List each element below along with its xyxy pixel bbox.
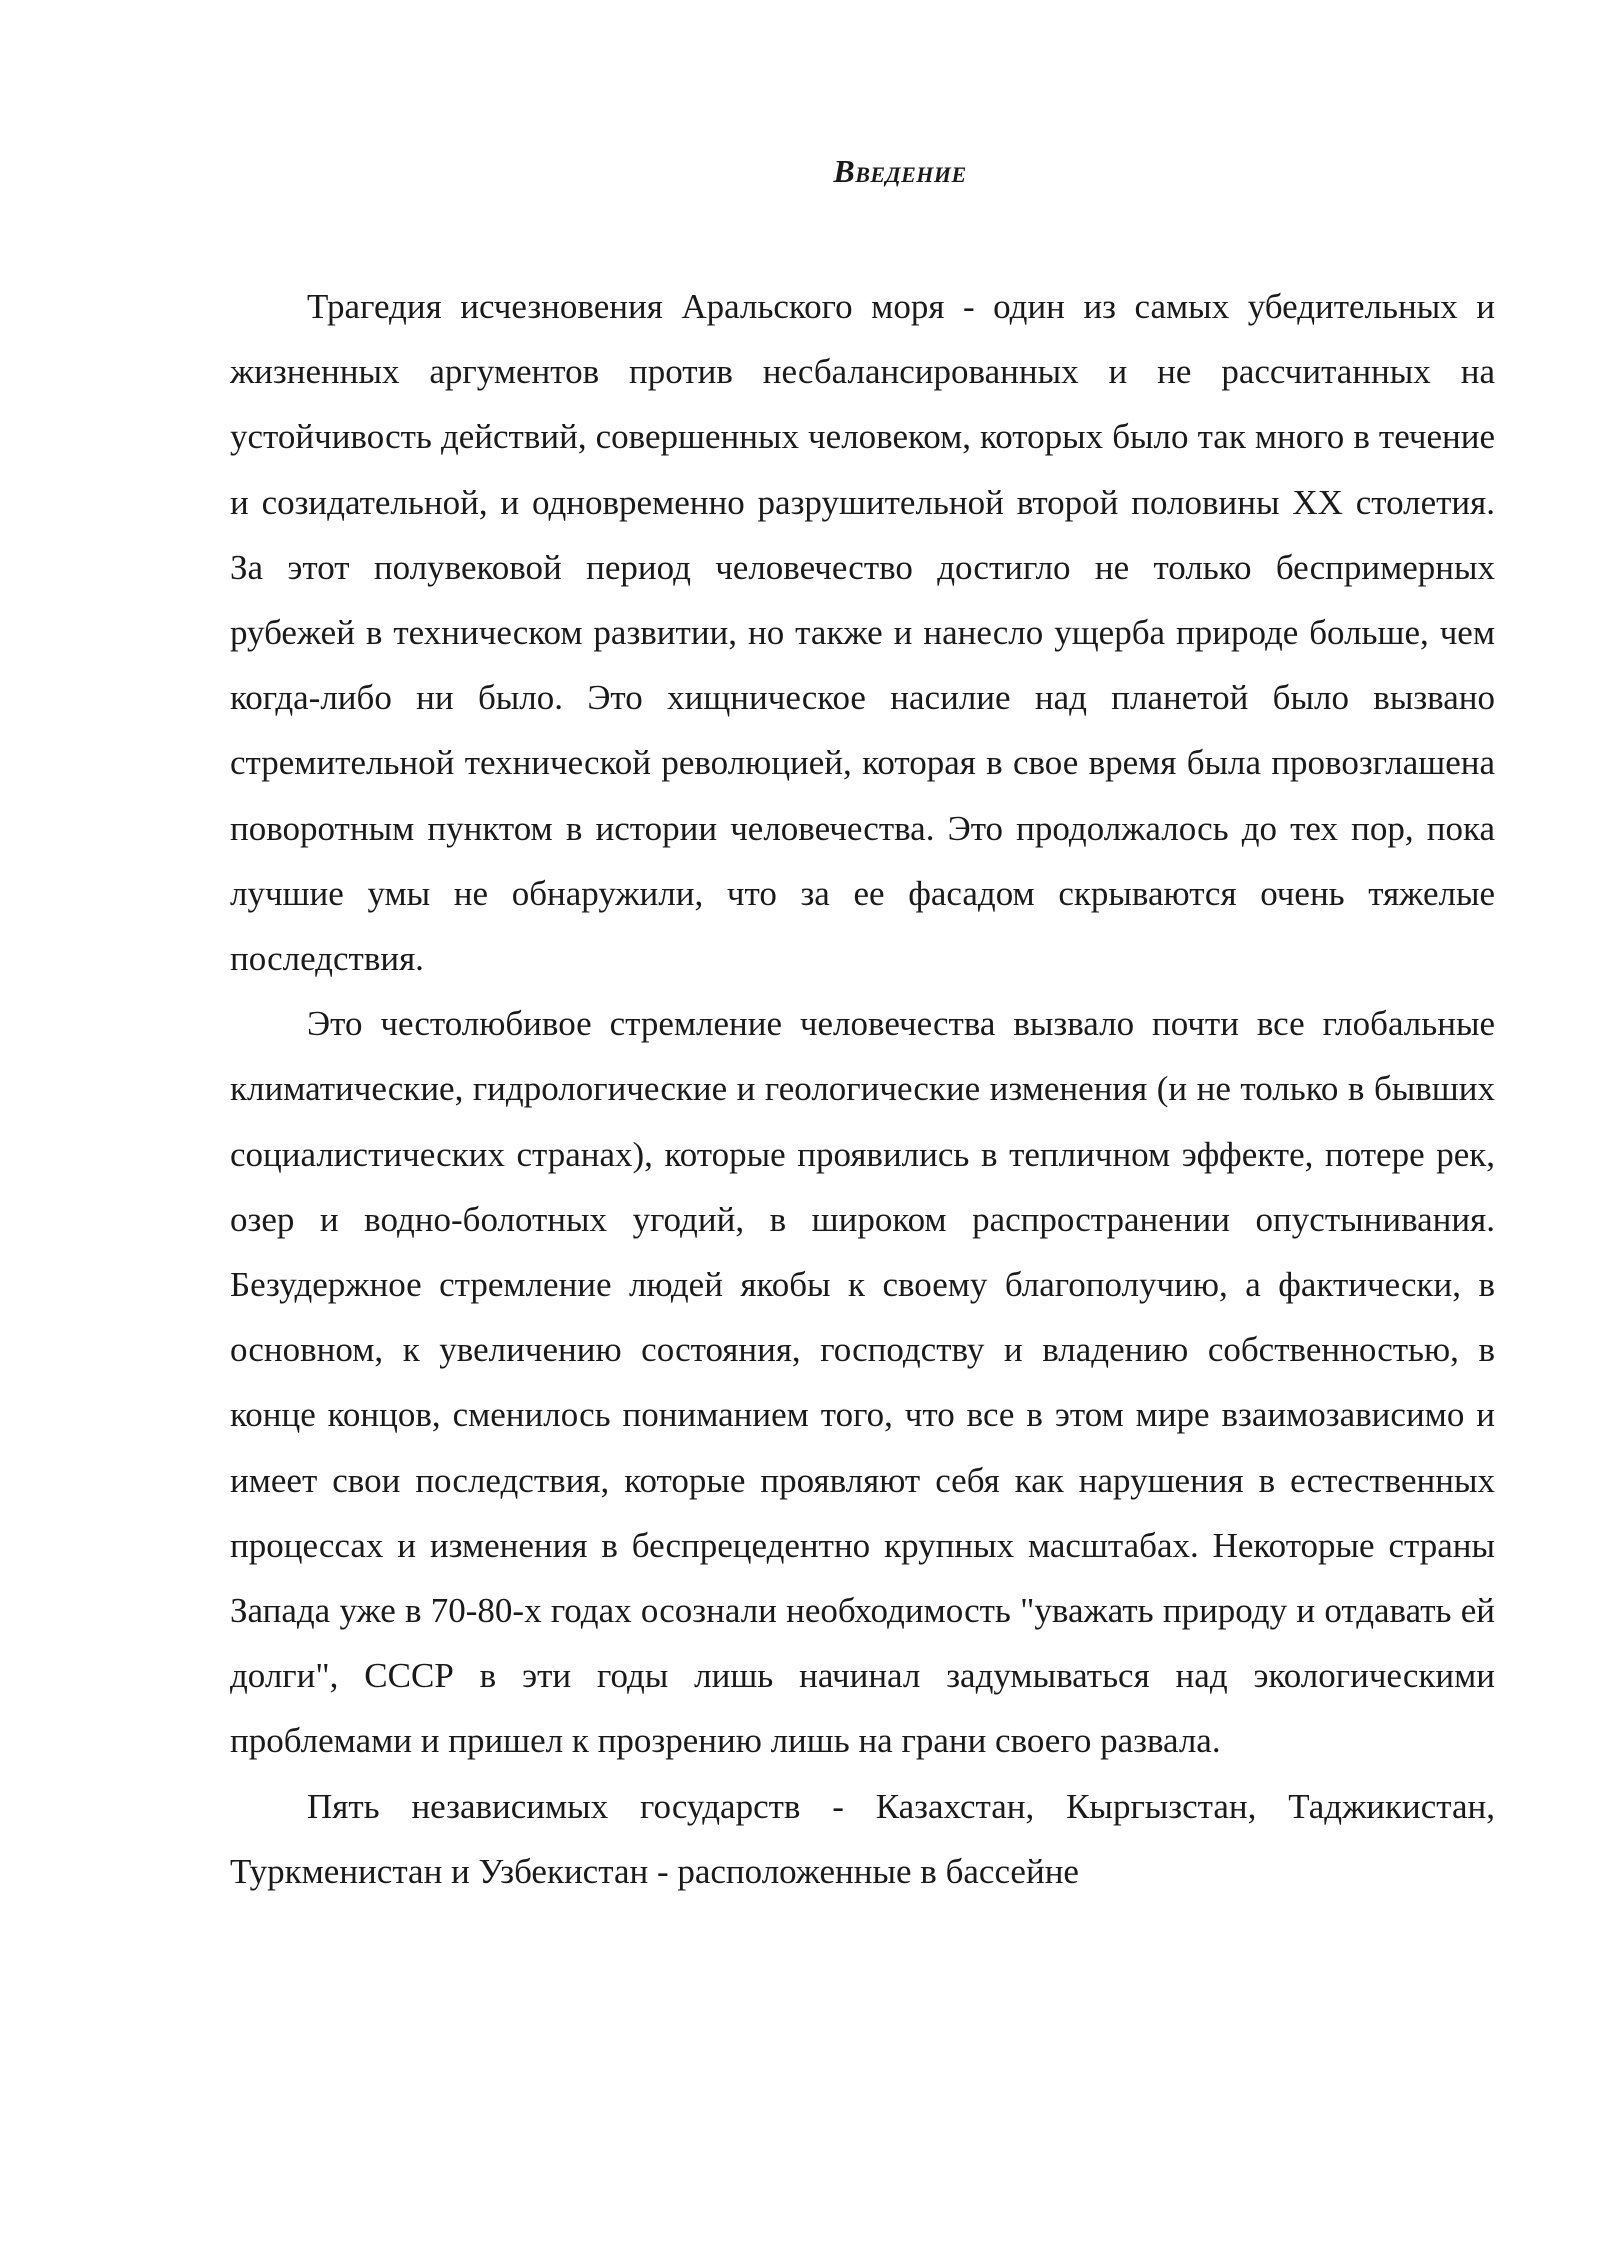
paragraph-3: Пять независимых государств - Казахстан, Кыргызстан, Таджикистан, Туркменистан и Узбекистан - расположенные в бассейне — [230, 1786, 1495, 1891]
body-text — [230, 274, 1495, 1904]
section-heading: Введение — [833, 153, 967, 189]
paragraph-2: Это честолюбивое стремление человечества вызвало почти все глобальные климатические, гидрологические и геологические изменения (и не только в бывших социалистических странах), которые проявились в тепличном эффекте, потере рек, озер и водно-болотных угодий, в широком распространении опустынивания. Безудержное стремление людей якобы к своему благополучию, а фактически, в основном, к увеличению состояния, господству и владению собственностью, в конце концов, сменилось пониманием того, что все в этом мире взаимозависимо и имеет свои последствия, которые проявляют себя как нарушения в естественных процессах и изменения в беспрецедентно крупных масштабах. Некоторые страны Запада уже в 70-80-х годах осознали необходимость "уважать природу и отдавать ей долги", СССР в эти годы лишь начинал задумываться над экологическими проблемами и пришел к прозрению лишь на грани своего развала. — [230, 1004, 1495, 1761]
paragraph-1: Трагедия исчезновения Аральского моря - один из самых убедительных и жизненных аргументов против несбалансированных и не рассчитанных на устойчивость действий, совершенных человеком, которых было так много в течение и созидательной, и одновременно разрушительной второй половины XX столетия. За этот полувековой период человечество достигло не только беспримерных рубежей в техническом развитии, но также и нанесло ущерба природе больше, чем когда-либо ни было. Это хищническое насилие над планетой было вызвано стремительной технической революцией, которая в свое время была провозглашена поворотным пунктом в истории человечества. Это продолжалось до тех пор, пока лучшие умы не обнаружили, что за ее фасадом скрываются очень тяжелые последствия. — [230, 287, 1495, 979]
